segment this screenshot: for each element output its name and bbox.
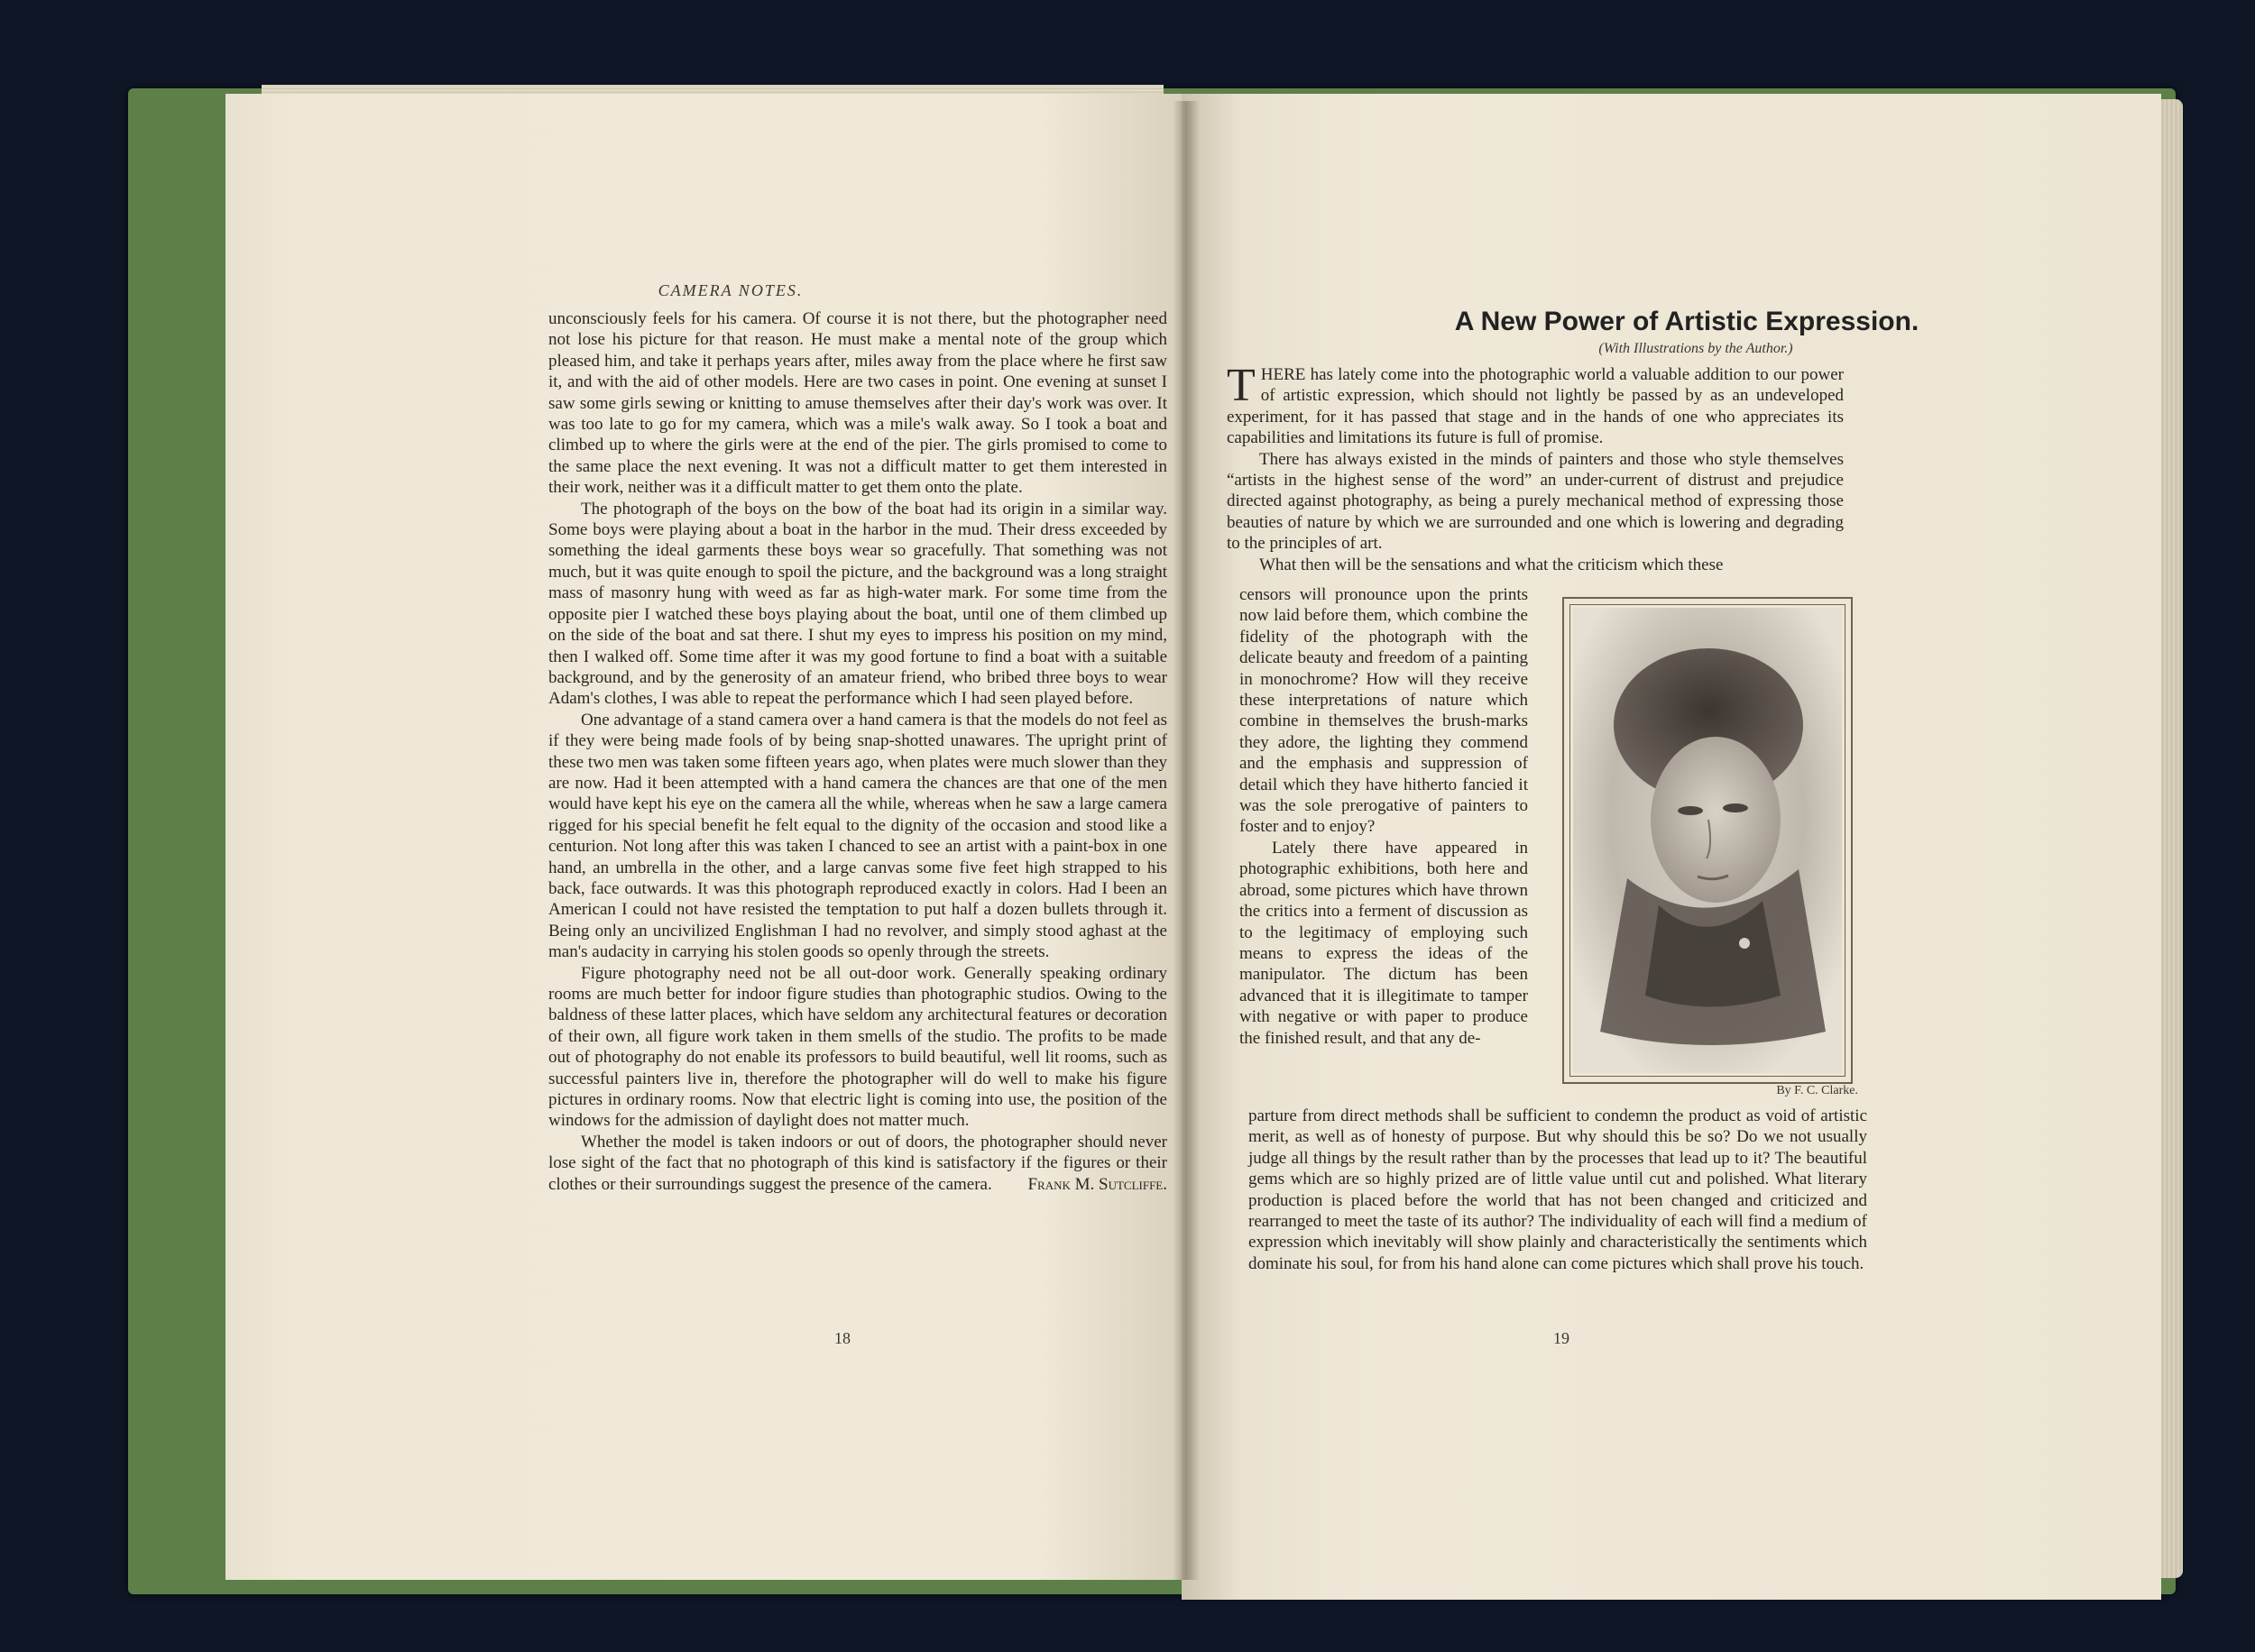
page-number-right: 19 [1553,1329,1569,1347]
intro-paragraph-1-text: HERE has lately come into the photographic world a valuable addition to our power of artistic expression, which should not lightly be passed by as an undeveloped experiment, for it has passed that stage and in the hands of one who appreciates its capabilities and limitations its future is full of promise. [1227,365,1844,448]
intro-paragraph-1 [1227,360,1844,449]
narrow-paragraph-2: Lately there have appeared in photographic exhibitions, both here and abroad, some pictures which have thrown the critics into a ferment of discussion as to the legitimacy of employing such means to express the ideas of the manipulator. The dictum has been advanced that it is illegitimate to tamper with negative or with paper to produce the finished result, and that any de- [1239,838,1528,1048]
intro-paragraph-2: There has always existed in the minds of painters and those who style themselves “artists in the highest sense of the word” an under-current of distrust and prejudice directed against photography, as being a purely mechanical method of expressing those beauties of nature by which we are surrounded and one which is lowering and degrading to the principles of art. [1227,449,1844,554]
right-narrow-column [1239,584,1528,1049]
bottom-paragraph: parture from direct methods shall be sufficient to condemn the product as void of artistic merit, as well as of honesty of purpose. But why should this be so? Do we not usually judge all things by the result rather than by the processes that lead up to it? The beautiful gems which are so highly prized are of little value until cut and polished. What literary production is placed before the world that has not been changed and criticized and rearranged to meet the taste of its author? The individuality of each will find a medium of expression which inevitably will show plainly and characteristically the sentiments which dominate his soul, for from his hand alone can come pictures which shall prove his touch. [1248,1106,1867,1273]
left-paragraph-4: Figure photography need not be all out-door work. Generally speaking ordinary rooms are much better for indoor figure studies than photographic studios. Owing to the baldness of these latter places, which have seldom any architectural features or decoration of their own, all figure work taken in them smells of the studio. The profits to be made out of photography do not enable its professors to build beautiful, well lit rooms, such as successful painters live in, therefore the photographer will do well to make his figure pictures in ordinary rooms. Now that electric light is coming into use, the position of the windows for the admission of daylight does not matter much. [548,963,1167,1131]
right-intro-text [1227,360,1844,575]
book-gutter [1173,101,1200,1580]
left-article-column [548,308,1167,1195]
left-paragraph-1: unconsciously feels for his camera. Of course it is not there, but the photographer need not lose his picture for that reason. He must make a mental note of the group which pleased him, and take it perhaps years after, miles away from the place where he first saw it, and with the aid of other models. Here are two cases in point. One evening at sunset I saw some girls sewing or knitting to amuse themselves after their day's work was over. It was too late to go for my camera, which was a mile's walk away. So I took a boat and climbed up to where the girls were at the end of the pier. The girls promised to come to the same place the next evening. It was not a difficult matter to get them interested in their work, neither was it a difficult matter to get them onto the plate. [548,309,1167,498]
left-paragraph-3: One advantage of a stand camera over a hand camera is that the models do not feel as if they were being made fools of by being snap-shotted unawares. The upright print of these two men was taken some fifteen years ago, when plates were much slower than they are now. Had it been attempted with a hand camera the chances are that one of the men would have kept his eye on the camera all the while, whereas when he saw a large camera rigged for his special benefit he felt equal to the dignity of the occasion and stood like a centurion. Not long after this was taken I chanced to see an artist with a paint-box in one hand, an umbrella in the other, and a large canvas some five feet high strapped to his back, face outwards. It was this photograph reproduced exactly in colors. Had I been an American I could not have resisted the temptation to put half a dozen bullets through it. Being only an uncivilized Englishman I had no revolver, and simply stood aghast at the man's audacity in carrying his stolen goods so openly through the streets. [548,710,1167,962]
running-head: CAMERA NOTES. [658,281,804,299]
drop-cap: T [1227,360,1256,411]
page-number-left: 18 [834,1329,851,1347]
figure-caption: By F. C. Clarke. [1776,1084,1858,1097]
article-subtitle: (With Illustrations by the Author.) [1598,341,1793,356]
right-bottom-text [1248,1106,1867,1274]
narrow-paragraph-1: censors will pronounce upon the prints now laid before them, which combine the fidelity of the photograph with the delicate beauty and freedom of a painting in monochrome? How will they receive these interpretations of nature which combine in themselves the brush-marks they adore, the lighting they commend and the emphasis and suppression of detail which they have hitherto fancied it was the sole prerogative of painters to foster and to enjoy? [1239,585,1528,837]
portrait-photograph [1573,608,1842,1073]
author-signature: Frank M. Sutcliffe. [1027,1175,1167,1195]
intro-paragraph-3-start: What then will be the sensations and what the criticism which these [1259,555,1724,574]
left-paragraph-5: Whether the model is taken indoors or out of doors, the photographer should never lose sight of the fact that no photograph of this kind is satisfactory if the figures or their clothes or their surroundings suggest the presence of the camera. [548,1132,1167,1194]
portrait-figure-frame [1562,597,1853,1084]
article-title: A New Power of Artistic Expression. [1454,307,1919,336]
left-paragraph-2: The photograph of the boys on the bow of the boat had its origin in a similar way. Some boys were playing about a boat in the harbor in the mud. Their dress exceeded by something the ideal garments these boys wear so gracefully. That something was not much, but it was quite enough to spoil the picture, and the background was a long straight mass of masonry hung with weed as far as high-water mark. For some time from the opposite pier I watched these boys playing about the boat, until one of them climbed up on the side of the boat and sat there. I shut my eyes to impress his position on my mind, then I walked off. Some time after it was my good fortune to find a boat with a suitable background, and by the generosity of an amateur friend, who bribed three boys to wear Adam's clothes, I was able to repeat the performance which I had seen played before. [548,499,1167,709]
